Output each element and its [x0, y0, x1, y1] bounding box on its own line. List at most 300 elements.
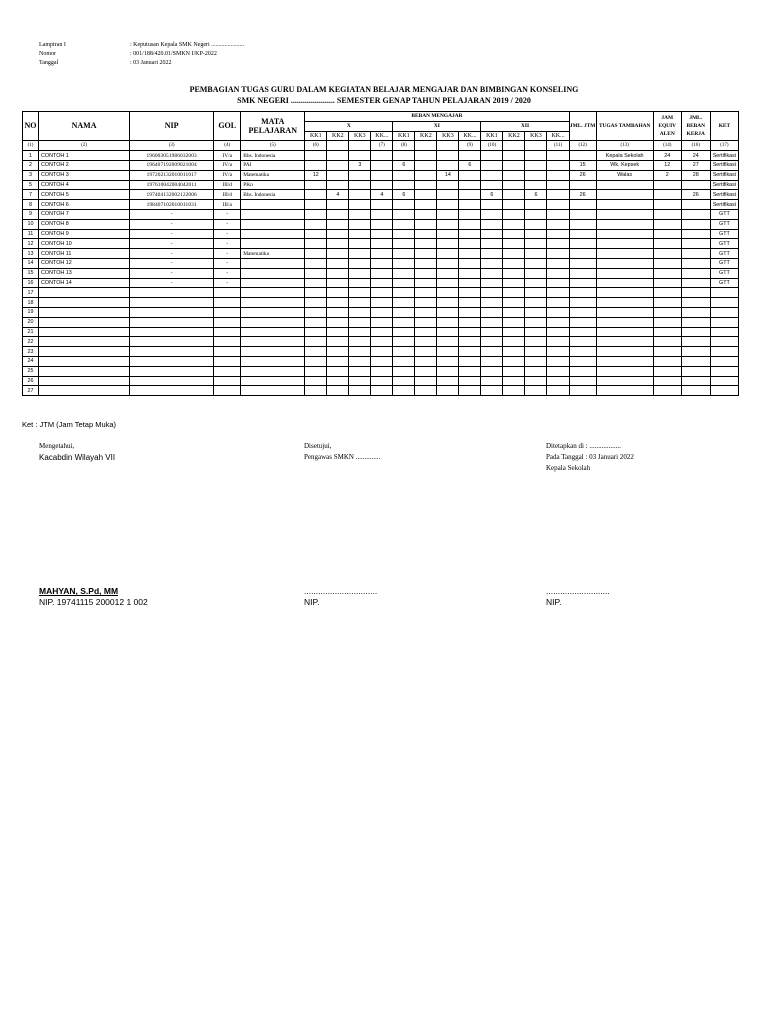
- cell-gol: [214, 366, 241, 376]
- cell-jam: [653, 219, 681, 229]
- cell-kk: [305, 366, 327, 376]
- cell-kk: [503, 219, 525, 229]
- cell-no: 24: [23, 356, 39, 366]
- cell-mapel: [241, 327, 305, 337]
- header-kk: KK1: [305, 131, 327, 141]
- cell-ket: GTT: [710, 209, 738, 219]
- cell-tugas: [596, 258, 653, 268]
- cell-kk: [349, 180, 371, 190]
- cell-kk: [393, 337, 415, 347]
- cell-kk: [371, 298, 393, 308]
- cell-no: 2: [23, 160, 39, 170]
- cell-nama: CONTOH 1: [39, 151, 130, 161]
- column-number: [503, 141, 525, 151]
- cell-kk: [547, 288, 569, 298]
- cell-nip: -: [130, 209, 214, 219]
- cell-gol: [214, 386, 241, 396]
- cell-tugas: [596, 386, 653, 396]
- header-kk: KK1: [481, 131, 503, 141]
- cell-kk: [305, 151, 327, 161]
- cell-no: 17: [23, 288, 39, 298]
- cell-jml: [681, 386, 710, 396]
- cell-kk: [349, 327, 371, 337]
- cell-kk: [459, 151, 481, 161]
- cell-kk: [305, 268, 327, 278]
- cell-kk: [503, 268, 525, 278]
- cell-kk: [437, 200, 459, 210]
- cell-kk: [415, 239, 437, 249]
- cell-kk: [547, 239, 569, 249]
- cell-ket: [710, 376, 738, 386]
- cell-kk: [547, 209, 569, 219]
- cell-kk: [327, 376, 349, 386]
- column-number: (16): [681, 141, 710, 151]
- cell-ket: [710, 327, 738, 337]
- table-row: [23, 278, 739, 288]
- cell-jtm: [569, 268, 596, 278]
- cell-mapel: Bhs. Indonesia: [241, 151, 305, 161]
- cell-kk: [415, 376, 437, 386]
- cell-jtm: 15: [569, 160, 596, 170]
- cell-kk: [349, 307, 371, 317]
- cell-mapel: [241, 386, 305, 396]
- cell-kk: [327, 170, 349, 180]
- cell-kk: [349, 268, 371, 278]
- header-tugas: TUGAS TAMBAHAN: [596, 112, 653, 141]
- cell-kk: [437, 327, 459, 337]
- cell-kk: [415, 249, 437, 259]
- cell-jml: [681, 307, 710, 317]
- cell-kk: [349, 288, 371, 298]
- cell-nama: CONTOH 4: [39, 180, 130, 190]
- cell-no: 18: [23, 298, 39, 308]
- cell-nama: CONTOH 11: [39, 249, 130, 259]
- lampiran-label: Lampiran I: [39, 42, 66, 48]
- table-row: [23, 249, 739, 259]
- column-number: (7): [371, 141, 393, 151]
- cell-kk: [371, 180, 393, 190]
- cell-mapel: Matematika: [241, 170, 305, 180]
- cell-no: 21: [23, 327, 39, 337]
- column-number: [437, 141, 459, 151]
- cell-kk: [525, 376, 547, 386]
- cell-kk: [371, 288, 393, 298]
- cell-mapel: [241, 288, 305, 298]
- cell-kk: [525, 160, 547, 170]
- cell-jtm: [569, 278, 596, 288]
- cell-kk: [547, 356, 569, 366]
- cell-kk: [349, 170, 371, 180]
- cell-jtm: [569, 249, 596, 259]
- cell-tugas: [596, 229, 653, 239]
- cell-jam: [653, 200, 681, 210]
- cell-tugas: Walas: [596, 170, 653, 180]
- cell-gol: [214, 317, 241, 327]
- cell-no: 7: [23, 190, 39, 200]
- table-row: [23, 366, 739, 376]
- table-row: [23, 307, 739, 317]
- cell-kk: [371, 229, 393, 239]
- cell-jam: [653, 307, 681, 317]
- cell-tugas: Kepala Sekolah: [596, 151, 653, 161]
- cell-kk: [437, 160, 459, 170]
- cell-kk: [481, 249, 503, 259]
- cell-kk: [349, 249, 371, 259]
- cell-nip: -: [130, 229, 214, 239]
- cell-tugas: [596, 376, 653, 386]
- cell-kk: [393, 180, 415, 190]
- tanggal-value: : 03 Januari 2022: [130, 60, 172, 66]
- column-number: (3): [130, 141, 214, 151]
- cell-kk: [305, 209, 327, 219]
- cell-ket: Sertifikasi: [710, 180, 738, 190]
- header-jml: JML. BEBAN KERJA: [681, 112, 710, 141]
- column-number: (4): [214, 141, 241, 151]
- cell-kk: [349, 200, 371, 210]
- cell-kk: [327, 219, 349, 229]
- cell-nip: -: [130, 219, 214, 229]
- cell-kk: [371, 239, 393, 249]
- cell-kk: [481, 170, 503, 180]
- cell-kk: [371, 337, 393, 347]
- assignment-table: [22, 111, 739, 396]
- header-xii: XII: [481, 121, 569, 131]
- cell-ket: GTT: [710, 278, 738, 288]
- cell-nama: [39, 317, 130, 327]
- cell-mapel: [241, 298, 305, 308]
- cell-kk: [415, 307, 437, 317]
- cell-kk: [459, 180, 481, 190]
- cell-no: 20: [23, 317, 39, 327]
- cell-kk: [503, 278, 525, 288]
- cell-kk: [459, 200, 481, 210]
- cell-mapel: Matematika: [241, 249, 305, 259]
- cell-kk: [481, 327, 503, 337]
- cell-jml: 27: [681, 160, 710, 170]
- cell-no: 10: [23, 219, 39, 229]
- cell-jtm: [569, 288, 596, 298]
- cell-jml: 24: [681, 151, 710, 161]
- cell-jtm: [569, 317, 596, 327]
- header-jtm: JML. JTM: [569, 112, 596, 141]
- cell-kk: [393, 200, 415, 210]
- cell-kk: [503, 229, 525, 239]
- cell-kk: [371, 249, 393, 259]
- cell-kk: [437, 298, 459, 308]
- header-mapel: MATA PELAJARAN: [241, 112, 305, 141]
- cell-jml: [681, 200, 710, 210]
- cell-jml: [681, 366, 710, 376]
- cell-kk: [393, 327, 415, 337]
- cell-kk: [481, 180, 503, 190]
- signer-1-nip: NIP. 19741115 200012 1 002: [39, 597, 148, 607]
- cell-kk: [525, 337, 547, 347]
- cell-kk: [327, 386, 349, 396]
- cell-nip: 196003051986032003: [130, 151, 214, 161]
- cell-kk: [371, 376, 393, 386]
- cell-kk: [437, 307, 459, 317]
- signature-block-3: [546, 441, 634, 474]
- sig1-label: Mengetahui,: [39, 442, 75, 450]
- cell-jml: 26: [681, 190, 710, 200]
- cell-jml: [681, 180, 710, 190]
- cell-kk: [393, 239, 415, 249]
- cell-kk: [305, 317, 327, 327]
- cell-kk: [503, 337, 525, 347]
- cell-kk: [525, 180, 547, 190]
- cell-nip: 197404132002122006: [130, 190, 214, 200]
- cell-ket: [710, 366, 738, 376]
- tanggal-label: Tanggal: [39, 60, 59, 66]
- cell-kk: [393, 356, 415, 366]
- cell-nama: [39, 337, 130, 347]
- cell-kk: [503, 307, 525, 317]
- signer-2: [304, 586, 377, 608]
- cell-kk: [437, 356, 459, 366]
- header-kk: KK3: [349, 131, 371, 141]
- cell-kk: [525, 151, 547, 161]
- cell-kk: [371, 278, 393, 288]
- cell-mapel: [241, 209, 305, 219]
- cell-gol: -: [214, 268, 241, 278]
- cell-jam: [653, 376, 681, 386]
- cell-nama: [39, 288, 130, 298]
- cell-mapel: [241, 337, 305, 347]
- cell-kk: [415, 209, 437, 219]
- column-number: [327, 141, 349, 151]
- cell-kk: [415, 386, 437, 396]
- cell-jml: [681, 268, 710, 278]
- cell-kk: [525, 258, 547, 268]
- table-row: [23, 190, 739, 200]
- cell-no: 11: [23, 229, 39, 239]
- cell-nip: -: [130, 258, 214, 268]
- cell-kk: [481, 151, 503, 161]
- cell-kk: [371, 219, 393, 229]
- cell-kk: [503, 249, 525, 259]
- sig3-label: Ditetapkan di : ..................: [546, 442, 621, 450]
- cell-kk: [393, 307, 415, 317]
- cell-no: 26: [23, 376, 39, 386]
- cell-kk: [371, 327, 393, 337]
- cell-kk: [327, 258, 349, 268]
- cell-kk: [437, 347, 459, 357]
- cell-kk: [503, 190, 525, 200]
- cell-kk: [371, 317, 393, 327]
- table-row: [23, 337, 739, 347]
- cell-gol: -: [214, 219, 241, 229]
- table-row: [23, 229, 739, 239]
- sig3-date: Pada Tanggal : 03 Januari 2022: [546, 453, 634, 461]
- cell-kk: [305, 160, 327, 170]
- cell-jml: [681, 376, 710, 386]
- cell-kk: [415, 170, 437, 180]
- cell-tugas: [596, 288, 653, 298]
- cell-jtm: [569, 200, 596, 210]
- cell-kk: [349, 356, 371, 366]
- cell-kk: [481, 219, 503, 229]
- cell-jtm: [569, 298, 596, 308]
- cell-kk: [503, 209, 525, 219]
- cell-kk: [547, 219, 569, 229]
- cell-kk: [525, 170, 547, 180]
- cell-jtm: [569, 229, 596, 239]
- header-nip: NIP: [130, 112, 214, 141]
- cell-kk: [327, 239, 349, 249]
- cell-jml: [681, 209, 710, 219]
- table-row: [23, 376, 739, 386]
- column-number: (13): [596, 141, 653, 151]
- cell-gol: [214, 376, 241, 386]
- cell-mapel: [241, 278, 305, 288]
- cell-kk: [305, 249, 327, 259]
- signer-1-name: MAHYAN, S.Pd, MM: [39, 586, 119, 596]
- cell-tugas: [596, 180, 653, 190]
- cell-nama: [39, 386, 130, 396]
- cell-kk: [349, 190, 371, 200]
- cell-ket: Sertifikasi: [710, 170, 738, 180]
- cell-kk: [481, 268, 503, 278]
- cell-gol: IV/a: [214, 160, 241, 170]
- header-beban: BEBAN MENGAJAR: [305, 112, 569, 122]
- cell-mapel: [241, 366, 305, 376]
- cell-mapel: [241, 200, 305, 210]
- table-row: [23, 356, 739, 366]
- cell-jam: [653, 249, 681, 259]
- lampiran-value: : Keputusan Kepala SMK Negeri ......................: [130, 42, 245, 48]
- cell-kk: [525, 317, 547, 327]
- cell-kk: [459, 317, 481, 327]
- column-number: [349, 141, 371, 151]
- cell-jam: [653, 288, 681, 298]
- table-row: [23, 160, 739, 170]
- cell-kk: [481, 278, 503, 288]
- cell-nip: [130, 376, 214, 386]
- cell-kk: [415, 151, 437, 161]
- cell-kk: [349, 386, 371, 396]
- cell-kk: [393, 278, 415, 288]
- cell-tugas: [596, 209, 653, 219]
- cell-kk: [371, 268, 393, 278]
- cell-nama: [39, 307, 130, 317]
- cell-kk: [327, 307, 349, 317]
- cell-kk: [327, 200, 349, 210]
- cell-ket: [710, 317, 738, 327]
- cell-kk: [437, 249, 459, 259]
- cell-kk: [481, 356, 503, 366]
- cell-mapel: [241, 317, 305, 327]
- cell-jml: [681, 258, 710, 268]
- cell-mapel: [241, 268, 305, 278]
- cell-kk: [349, 219, 371, 229]
- cell-nip: -: [130, 249, 214, 259]
- table-row: [23, 298, 739, 308]
- cell-kk: [327, 317, 349, 327]
- cell-jtm: [569, 209, 596, 219]
- cell-nip: [130, 288, 214, 298]
- cell-kk: [525, 327, 547, 337]
- cell-kk: [327, 366, 349, 376]
- cell-ket: [710, 347, 738, 357]
- cell-kk: [481, 209, 503, 219]
- cell-kk: [371, 386, 393, 396]
- cell-mapel: [241, 258, 305, 268]
- cell-jam: [653, 317, 681, 327]
- signature-block-1: [39, 441, 115, 463]
- cell-gol: -: [214, 258, 241, 268]
- sig1-role: Kacabdin Wilayah VII: [39, 453, 116, 462]
- cell-kk: [459, 268, 481, 278]
- cell-jam: [653, 298, 681, 308]
- cell-kk: [481, 366, 503, 376]
- cell-kk: [437, 366, 459, 376]
- cell-kk: [349, 317, 371, 327]
- cell-kk: [393, 386, 415, 396]
- cell-kk: [525, 356, 547, 366]
- signer-3: [546, 586, 610, 608]
- cell-nama: CONTOH 5: [39, 190, 130, 200]
- document-title-line2: SMK NEGERI ...................... SEMESTER GENAP TAHUN PELAJARAN 2019 / 2020: [237, 96, 531, 105]
- table-row: [23, 347, 739, 357]
- cell-kk: [415, 268, 437, 278]
- cell-kk: 4: [327, 190, 349, 200]
- cell-jml: 28: [681, 170, 710, 180]
- table-row: [23, 200, 739, 210]
- cell-nip: -: [130, 268, 214, 278]
- cell-gol: [214, 327, 241, 337]
- cell-kk: [393, 366, 415, 376]
- cell-kk: [459, 386, 481, 396]
- cell-ket: [710, 386, 738, 396]
- cell-kk: [393, 219, 415, 229]
- cell-ket: GTT: [710, 219, 738, 229]
- cell-kk: [305, 298, 327, 308]
- cell-kk: [459, 258, 481, 268]
- cell-kk: [525, 366, 547, 376]
- cell-kk: [481, 337, 503, 347]
- cell-gol: IV/a: [214, 151, 241, 161]
- cell-gol: -: [214, 229, 241, 239]
- cell-kk: [503, 347, 525, 357]
- cell-kk: [327, 160, 349, 170]
- cell-gol: III/d: [214, 180, 241, 190]
- cell-kk: [525, 386, 547, 396]
- cell-nama: CONTOH 13: [39, 268, 130, 278]
- cell-jml: [681, 298, 710, 308]
- cell-kk: [393, 268, 415, 278]
- cell-no: 12: [23, 239, 39, 249]
- cell-nama: CONTOH 14: [39, 278, 130, 288]
- cell-kk: [459, 278, 481, 288]
- cell-jam: [653, 180, 681, 190]
- cell-nip: [130, 386, 214, 396]
- cell-jam: 12: [653, 160, 681, 170]
- cell-kk: [349, 239, 371, 249]
- cell-kk: [415, 298, 437, 308]
- cell-kk: [393, 170, 415, 180]
- cell-ket: [710, 288, 738, 298]
- header-xi: XI: [393, 121, 481, 131]
- cell-nama: [39, 366, 130, 376]
- cell-mapel: [241, 219, 305, 229]
- cell-kk: [459, 209, 481, 219]
- cell-kk: [547, 268, 569, 278]
- cell-mapel: Bhs. Indonesia: [241, 190, 305, 200]
- cell-kk: [327, 298, 349, 308]
- column-number: [415, 141, 437, 151]
- cell-kk: [437, 337, 459, 347]
- cell-kk: [459, 249, 481, 259]
